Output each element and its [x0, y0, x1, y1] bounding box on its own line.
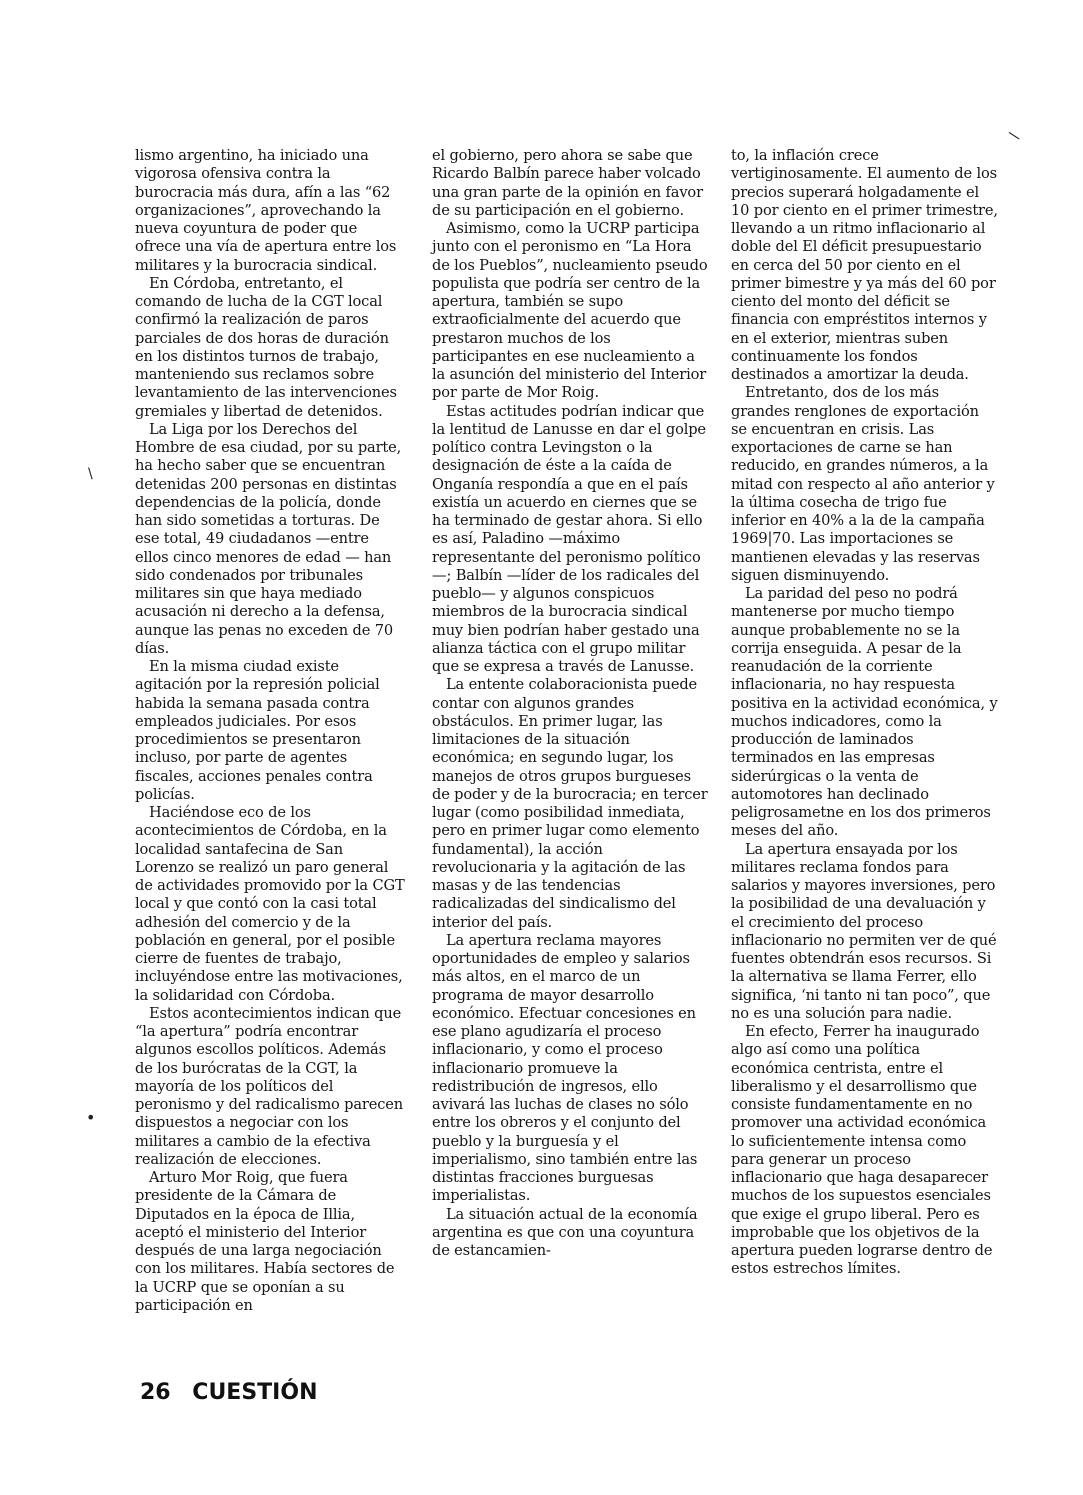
paragraph: La apertura reclama mayores oportunidades de empleo y salarios más altos, en el marco de un programa de mayor desarrollo económico. Efectuar concesiones en ese plano agudizaría el proceso inflacionario, y como el proceso inflacionario promueve la redistribución de ingresos, ello avivará las luchas de clases no sólo entre los obreros y el conjunto del pueblo y la burguesía y el imperialismo, sino también entre las distintas fracciones burguesas imperialistas.: [432, 931, 698, 1205]
text-column-1: [135, 147, 405, 1315]
text-column-3: [731, 147, 999, 1279]
paragraph: el gobierno, pero ahora se sabe que Ricardo Balbín parece haber volcado una gran parte de la opinión en favor de su participación en el gobierno.: [432, 147, 703, 219]
paragraph: Arturo Mor Roig, que fuera presidente de la Cámara de Diputados en la época de Illia, aceptó el ministerio del Interior después de una larga negociación con los militares. Había sectores de la UCRP que se oponían a su participación en: [135, 1169, 395, 1314]
paragraph: Entretanto, dos de los más grandes renglones de exportación se encuentran en crisis. Las exportaciones de carne se han reducido, en grandes números, a la mitad con respecto al año anterior y la última cosecha de trigo fue inferior en 40% a la de la campaña 1969|70. Las importaciones se mantienen elevadas y las reservas siguen disminuyendo.: [731, 384, 995, 584]
paragraph: to, la inflación crece vertiginosamente. El aumento de los precios superará holgadamente el 10 por ciento en el primer trimestre, llevando a un ritmo inflacionario al doble del El déficit presupuestario en cerca del 50 por ciento en el primer bimestre y ya más del 60 por ciento del monto del déficit se financia con empréstitos internos y en el exterior, mientras suben continuamente los fondos destinados a amortizar la deuda.: [731, 147, 998, 383]
page-number: 26: [140, 1380, 171, 1405]
paragraph: lismo argentino, ha iniciado una vigorosa ofensiva contra la burocracia más dura, afín a las “62 organizaciones”, aprovechando la nueva coyuntura de poder que ofrece una vía de apertura entre los militares y la burocracia sindical.: [135, 147, 397, 274]
paragraph: Haciéndose eco de los acontecimientos de Córdoba, en la localidad santafecina de San Lorenzo se realizó un paro general de actividades promovido por la CGT local y que contó con la casi total adhesión del comercio y de la población en general, por el posible cierre de fuentes de trabajo, incluyéndose entre las motivaciones, la solidaridad con Córdoba.: [135, 804, 405, 1004]
stray-mark-icon: \: [1007, 128, 1022, 144]
page-footer: [140, 1380, 318, 1405]
paragraph: La entente colaboracionista puede contar con algunos grandes obstáculos. En primer lugar, las limitaciones de la situación económica; en segundo lugar, los manejos de otros grupos burgueses de poder y de la burocracia; en tercer lugar (como posibilidad inmediata, pero en primer lugar como elemento fundamental), la acción revolucionaria y la agitación de las masas y de las tendencias radicalizadas del sindicalismo del interior del país.: [432, 676, 708, 931]
paragraph: La paridad del peso no podrá mantenerse por mucho tiempo aunque probablemente no se la corrija enseguida. A pesar de la reanudación de la corriente inflacionaria, no hay respuesta positiva en la actividad económica, y muchos indicadores, como la producción de laminados terminados en las empresas siderúrgicas o la venta de automotores han declinado peligrosametne en los dos primeros meses del año.: [731, 585, 998, 840]
paragraph: La Liga por los Derechos del Hombre de esa ciudad, por su parte, ha hecho saber que se encuentran detenidas 200 personas en distintas dependencias de la policía, donde han sido sometidas a torturas. De ese total, 49 ciudadanos —entre ellos cinco menores de edad — han sido condenados por tribunales militares sin que haya mediado acusación ni derecho a la defensa, aunque las penas no exceden de 70 días.: [135, 420, 402, 657]
paragraph: Estas actitudes podrían indicar que la lentitud de Lanusse en dar el golpe político contra Levingston o la designación de éste a la caída de Onganía respondía a que en el país existía un acuerdo en ciernes que se ha terminado de gestar ahora. Si ello es así, Paladino —máximo representante del peronismo político—; Balbín —líder de los radicales del pueblo— y algunos conspicuos miembros de la burocracia sindical muy bien podrían haber gestado una alianza táctica con el grupo militar que se expresa a través de Lanusse.: [432, 402, 706, 675]
paragraph: En Córdoba, entretanto, el comando de lucha de la CGT local confirmó la realización de paros parciales de dos horas de duración en los distintos turnos de trabajo, manteniendo sus reclamos sobre levantamiento de las intervenciones gremiales y libertad de detenidos.: [135, 274, 397, 420]
magazine-name: CUESTIÓN: [192, 1380, 318, 1405]
text-column-2: [432, 147, 708, 1260]
paragraph: Estos acontecimientos indican que “la apertura” podría encontrar algunos escollos políticos. Además de los burócratas de la CGT, la mayoría de los políticos del peronismo y del radicalismo parecen dispuestos a negociar con los militares a cambio de la efectiva realización de elecciones.: [135, 1004, 403, 1168]
paragraph: La situación actual de la economía argentina es que con una coyuntura de estancamien-: [432, 1205, 698, 1259]
paragraph: La apertura ensayada por los militares reclama fondos para salarios y mayores inversiones, pero la posibilidad de una devaluación y el crecimiento del proceso inflacionario no permiten ver de qué fuentes obtendrán esos recursos. Si la alternativa se llama Ferrer, ello significa, ‘ni tanto ni tan poco”, que no es una solución para nadie.: [731, 840, 997, 1022]
paragraph: En la misma ciudad existe agitación por la represión policial habida la semana pasada contra empleados judiciales. Por esos procedimientos se presentaron incluso, por parte de agentes fiscales, acciones penales contra policías.: [135, 658, 380, 803]
stray-mark-icon: \: [88, 466, 93, 482]
bullet-dot-icon: •: [86, 1108, 96, 1127]
paragraph: Asimismo, como la UCRP participa junto con el peronismo en “La Hora de los Pueblos”, nucleamiento pseudo populista que podría ser centro de la apertura, también se supo extraoficialmente del acuerdo que prestaron muchos de los participantes en ese nucleamiento a la asunción del ministerio del Interior por parte de Mor Roig.: [432, 220, 708, 402]
paragraph: En efecto, Ferrer ha inaugurado algo así como una política económica centrista, entre el liberalismo y el desarrollismo que consiste fundamentamente en no promover una actividad económica lo suficientemente intensa como para generar un proceso inflacionario que haga desaparecer muchos de los supuestos esenciales que exige el grupo liberal. Pero es improbable que los objetivos de la apertura pueden lograrse dentro de estos estrechos límites.: [731, 1023, 993, 1278]
